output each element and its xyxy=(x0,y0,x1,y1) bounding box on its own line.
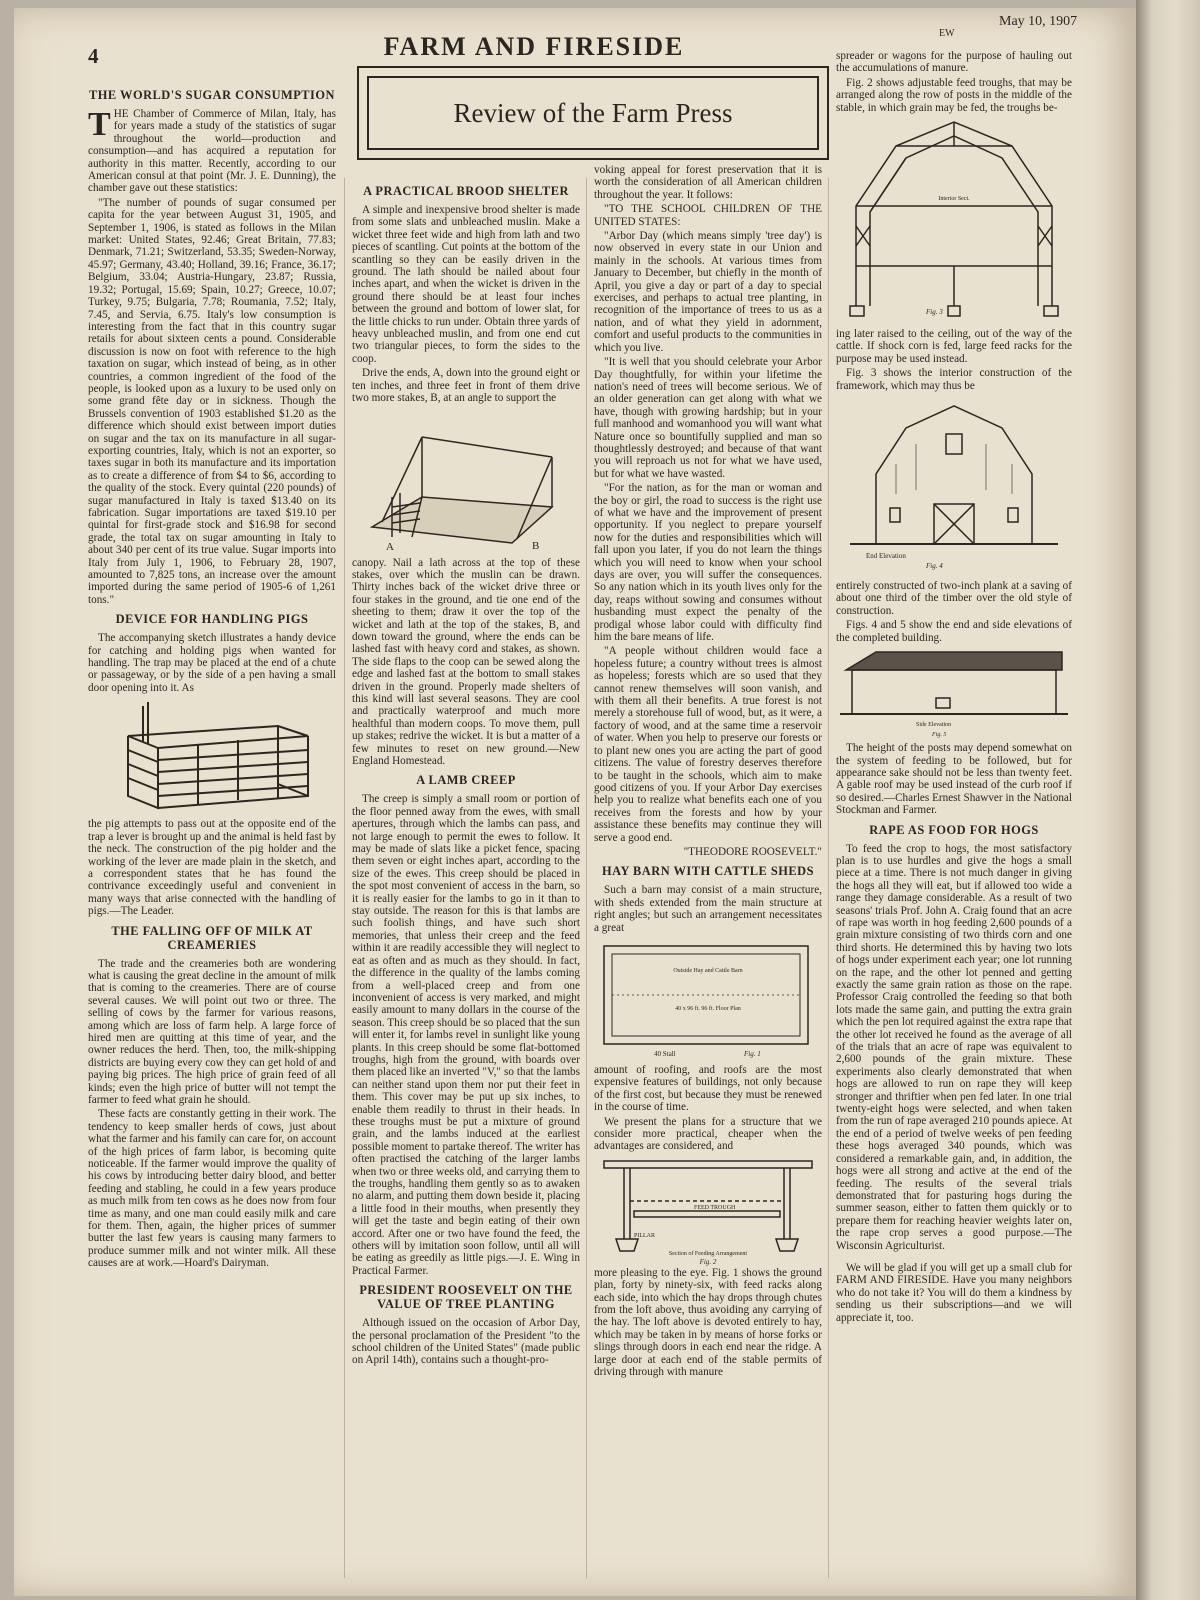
roosevelt-paragraph: "It is well that you should celebrate your Arbor Day thoughtfully, for within your lifetime the nation's need of trees will become serious. We of an older generation can get along with what we have, though with growing hardship; but in your full manhood and womanhood you will want what Nature once so bountifully supplied and man so thoughtlessly destroyed; and because of that want you will reproach us not for what we have used, but for what we have wasted. xyxy=(594,356,822,480)
article-title-roosevelt: PRESIDENT ROOSEVELT ON THE VALUE OF TREE PLANTING xyxy=(359,1283,573,1312)
column-1 xyxy=(88,82,336,1588)
pigs-paragraph: the pig attempts to pass out at the opposite end of the trap a lever is brought up and the animal is held fast by the neck. The construction of the pig holder and the working of the lever are made plain in the sketch, and a correspondent states that he has found the contrivance exceedingly useful and convenient in many ways that arise connected with the handling of pigs.—The Leader. xyxy=(88,818,336,918)
fig4-end-elevation xyxy=(836,394,1072,580)
haybarn-paragraph: We present the plans for a structure that we consider more practical, cheaper when the advantages are considered, and xyxy=(594,1115,822,1153)
fig1-caption: Fig. 1 xyxy=(744,1049,761,1058)
sugar-paragraph: "The number of pounds of sugar consumed per capita for the year between August 31, 1905, and September 1, 1906, is stated as follows in the Milan market: United States, 92.46; Great Britain, 77.83; Denmark, 71.21; Switzerland, 53.35; Sweden-Norway, 45.97; Germany, 43.40; Holland, 39.16; France, 36.17; Belgium, 33.04; Austria-Hungary, 23.87; Russia, 19.32; Portugal, 15.69; Spain, 10.27; Greece, 10.07; Turkey, 9.75; Bulgaria, 7.78; Roumania, 7.52; Italy, 7.45, and Servia, 6.75. Italy's low consumption is interesting from the fact that in this country sugar retails for about sixteen cents a pound. Considerable discussion is now on foot with reference to the high taxation on sugar, which instead of being, as in other countries, a common ingredient of the food of the people, is looked upon as a luxury to be used only on some grand fête day or in sickness. Though the Brussels convention of 1903 established $1.20 as the difference which should exist between import duties on sugar and the tax on its manufacture in all sugar-exporting countries, Italy, which is not an exporter, so taxes sugar in both its manufacture and its importation as to create a difference of from $4 to $6, according to the quality of the stock. Every quintal (220 pounds) of sugar manufactured in Italy is taxed $13.40 on its fabrication. Sugar importations are taxed $19.10 per quintal for first-grade stock and $16.98 for second grade, the total tax on sugar amounting in Italy to about 340 per cent of its true value. Sugar imports into Italy from July 1, 1906, to February 28, 1907, amounted to 7,825 tons, an increase over the amount imported during the same period of 1905-6 of 1,261 tons." xyxy=(88,196,336,606)
fig2-feeding-section xyxy=(594,1155,822,1267)
corner-initials: EW xyxy=(939,28,955,39)
article-title-sugar: THE WORLD'S SUGAR CONSUMPTION xyxy=(89,88,335,102)
roosevelt-paragraph: "Arbor Day (which means simply 'tree day') is now observed in every state in our Union and mainly in the schools. At various times from January to December, but chiefly in the month of April, you give a day or part of a day to special exercises, and perhaps to actual tree planting, in recognition of the importance of trees to us as a nation, and of what they yield in adornment, comfort and useful products to the communities in which you live. xyxy=(594,230,822,354)
fig1-text: Outside Hay and Cattle Barn xyxy=(673,967,743,974)
fig5-label: Side Elevation xyxy=(916,722,952,729)
adjacent-page-edge xyxy=(1136,0,1200,1600)
sugar-paragraph: HE Chamber of Commerce of Milan, Italy, has for years made a study of the statistics of sugar throughout the world—production and consumption—and has acquired a reputation for authority in this matter. Recently, according to our American consul at that point (Mr. J. E. Dunning), the chamber gave out these statistics: xyxy=(88,108,336,195)
newspaper-page xyxy=(14,8,1136,1596)
fig1-text: 40 x 96 ft. 96 ft. Floor Plan xyxy=(675,1005,741,1012)
fig1-floor-plan xyxy=(594,936,822,1064)
brood-paragraph: canopy. Nail a lath across at the top of these stakes, over which the muslin can be drawn. Thirty inches back of the wicket drive three or four stakes in the ground, and tie one end of the sheeting to them; draw it over the top of the wicket and lath at the top of the stakes, B, and down toward the ground, where the ends can be lashed fast with heavy cord and stakes, as shown. The side flaps to the coop can be sewed along the edge and lashed fast at the bottom to small stakes driven in the ground. Properly made shelters of this kind will last several seasons. They are cool and practically waterproof and much more healthful than modern coops. To move them, pull up stakes; redrive the wicket. It is but a matter of a few minutes to reset on new ground.—New England Homestead. xyxy=(352,556,580,767)
brood-paragraph: A simple and inexpensive brood shelter is made from some slats and unbleached muslin. Make a wicket three feet wide and high from lath and two pieces of scantling. Cut points at the bottom of the scantling so they can be easily driven in the ground. The lath should be nailed about four inches apart, and when the wicket is driven in the ground there should be at least four inches between the ground and bottom of lower slat, for the little chicks to run under. Obtain three yards of heavy unbleached muslin, and from one end cut two triangular pieces, to form the sides to the coop. xyxy=(352,204,580,365)
article-title-lamb: A LAMB CREEP xyxy=(416,773,516,788)
fig4-label: End Elevation xyxy=(866,552,906,561)
fig2-caption: Fig. 2 xyxy=(699,1257,717,1266)
haybarn-paragraph: Fig. 3 shows the interior construction of the framework, which may thus be xyxy=(836,367,1072,392)
haybarn-paragraph: amount of roofing, and roofs are the most expensive features of buildings, not only because of the first cost, but because they must be renewed in the course of time. xyxy=(594,1063,822,1114)
haybarn-paragraph: Figs. 4 and 5 show the end and side elevations of the completed building. xyxy=(836,619,1072,644)
column-rule xyxy=(828,178,829,1578)
lamb-paragraph: The creep is simply a small room or portion of the floor penned away from the ewes, with small apertures, through which the lambs can pass, and not large enough to permit the ewes to follow. It may be made of slats like a picket fence, spacing them seven or eight inches apart, according to the size of the ewes. This creep should be placed in the spot most convenient of access in the barn, so it is really easier for the lambs to go in it than to stay outside. The reason for this is that lambs are such foolish things, and have such short memories, that unless their creep and the feed within it are readily accessible they will neglect to eat as often and as much as they should. In fact, the difference in the quality of the lambs coming from a well-placed creep and from one inconvenient of access is very marked, and might easily amount to many dollars in the course of the season. This creep should be so placed that the sun will enter it, for lambs revel in sunlight like young plants. In this creep should be some flat-bottomed troughs, high from the ground, with boards over them placed like an inverted "V," so that the lambs can neither stand upon them nor put their feet in them. This cover may be put up six inches, to enable them readily to thrust in their heads. In these troughs must be put a mixture of ground grain, and the lambs induced at the earliest possible moment to partake thereof. The writer has often practised the catching of the larger lambs when two or three weeks old, and carrying them to the troughs, handling them gently so as to awaken no alarm, and putting them down beside it, placing a little food in their mouths, when presently they will get the taste and begin eating of their own accord. After one or two have found the feed, the others will by imitation soon follow, until all will be eating as greedily as little pigs.—J. E. Wing in Practical Farmer. xyxy=(352,793,580,1277)
section-title: Review of the Farm Press xyxy=(367,76,819,150)
article-title-milk: THE FALLING OFF OF MILK AT CREAMERIES xyxy=(111,923,313,952)
milk-paragraph: The trade and the creameries both are wondering what is causing the great decline in the amount of milk that is coming to the creameries. There are of course several causes. We will point out two or three. The selling of cows by the farmer for various reasons, among which are loss of farm help. A large force of hired men are quitting at this time of year, and the owner reduces the herd. Then, too, the milk-shipping districts are buying every cow they can get hold of and paying big prices. The high price of grain feed of all kinds; even the high price of butter will not tempt the farmer to feed what grain he should. xyxy=(88,957,336,1106)
haybarn-paragraph: The height of the posts may depend somewhat on the system of feeding to be followed, but for appearance sake should not be less than twenty feet. A gable roof may be used instead of the curb roof if so desired.—Charles Ernest Shawver in the National Stockman and Farmer. xyxy=(836,742,1072,817)
column-4 xyxy=(836,50,1072,1588)
fig-label-b: B xyxy=(532,539,540,552)
fig3-caption: Fig. 3 xyxy=(926,308,943,317)
fig2-label: FEED TROUGH xyxy=(694,1204,736,1211)
haybarn-paragraph: Such a barn may consist of a main structure, with sheds extended from the main structure at right angles; but such an arrangement necessitates a great xyxy=(594,884,822,934)
brood-shelter-illustration xyxy=(352,407,580,557)
column-2 xyxy=(352,178,580,1588)
fig5-caption: Fig. 5 xyxy=(932,732,947,739)
roosevelt-salutation: "TO THE SCHOOL CHILDREN OF THE UNITED STATES: xyxy=(594,203,822,228)
haybarn-paragraph: ing later raised to the ceiling, out of the way of the cattle. If shock corn is fed, large feed racks for the purpose may be used instead. xyxy=(836,328,1072,365)
fig2-label: PILLAR xyxy=(634,1232,655,1239)
article-title-pigs: DEVICE FOR HANDLING PIGS xyxy=(115,612,309,627)
drop-cap: T xyxy=(88,106,111,143)
haybarn-paragraph: more pleasing to the eye. Fig. 1 shows the ground plan, forty by ninety-six, with feed racks along each side, into which the hay drops through chutes from the loft above, thus avoiding any carrying of the hay. The loft above is devoted entirely to hay, which may be taken in by means of horse forks or slings through doors in each end near the ridge. A large door at each end of the stable permits of driving through with manure xyxy=(594,1266,822,1379)
pigs-paragraph: The accompanying sketch illustrates a handy device for catching and holding pigs when wanted for handling. The trap may be placed at the end of a chute or passageway, or by the side of a pen having a small door opening into it. As xyxy=(88,632,336,694)
haybarn-paragraph: entirely constructed of two-inch plank at a saving of about one third of the timber over the old style of construction. xyxy=(836,580,1072,617)
fig4-caption: Fig. 4 xyxy=(926,562,943,571)
column-rule xyxy=(586,178,587,1578)
haybarn-paragraph: Fig. 2 shows adjustable feed troughs, that may be arranged along the row of posts in the middle of the stable, in which grain may be fed, the troughs be- xyxy=(836,76,1072,114)
pig-trap-illustration xyxy=(88,696,336,818)
fig2-caption: Section of Feeding Arrangement xyxy=(668,1250,748,1257)
fig3-interior-frame xyxy=(836,116,1072,328)
section-title-box xyxy=(357,66,829,160)
issue-date: May 10, 1907 xyxy=(999,14,1078,29)
milk-paragraph: These facts are constantly getting in their work. The tendency to keep smaller herds of cows, just about what the farmer and his family can care for, on account of the high prices of farm labor, is becoming quite noticeable. If the farmer would improve the quality of his cows by introducing better dairy blood, and better feeding and stabling, he could in a few years produce as much milk from ten cows as he does now from four time as many, and one man could easily milk and care for them. Then, again, the higher prices of summer butter the last few years is causing many farmers to produce summer milk and not winter milk. All these causes are at work.—Hoard's Dairyman. xyxy=(88,1108,336,1270)
fig5-side-elevation xyxy=(836,646,1072,742)
roosevelt-signature: "THEODORE ROOSEVELT." xyxy=(683,845,822,858)
fig1-scale: 40 Stall xyxy=(654,1049,676,1058)
haybarn-paragraph: spreader or wagons for the purpose of hauling out the accumulations of manure. xyxy=(836,50,1072,75)
article-title-brood: A PRACTICAL BROOD SHELTER xyxy=(363,184,569,198)
roosevelt-paragraph: "For the nation, as for the man or woman and the boy or girl, the road to success is the right use of what we have and the improvement of present opportunity. If you neglect to prepare yourself now for the duties and responsibilities which will fall upon you later, if you do not learn the things which you will need to know when your school days are over, you will suffer the consequences. So any nation which in its youth lives only for the day, reaps without sowing and consumes without husbanding must expect the penalty of the prodigal whose labor could with difficulty find him the bare means of life. xyxy=(594,482,822,644)
fig3-label: Interior Sect. xyxy=(938,196,970,203)
roosevelt-paragraph: Although issued on the occasion of Arbor Day, the personal proclamation of the President "to the school children of the United States" (made public on April 14th), contains such a thought-pro- xyxy=(352,1317,580,1367)
fig-label-a: A xyxy=(386,540,394,553)
masthead: FARM AND FIRESIDE xyxy=(383,32,685,61)
roosevelt-paragraph: voking appeal for forest preservation that it is worth the consideration of all American children throughout the year. It follows: xyxy=(594,164,822,201)
club-notice: We will be glad if you will get up a small club for FARM AND FIRESIDE. Have you many neighbors who do not take it? You will do them a kindness by sending us their subscriptions—and we will appreciate it, too. xyxy=(836,1261,1072,1324)
column-rule xyxy=(344,178,345,1578)
rape-paragraph: To feed the crop to hogs, the most satisfactory plan is to use hurdles and give the hogs a small piece at a time. There is not much danger in giving the hogs all they will eat, but if allowed too wide a range they damage considerable. As a result of two seasons' trials Prof. John A. Craig found that an acre of rape was worth in hog feeding 2,600 pounds of a grain mixture consisting of two thirds corn and one third shorts. He determined this by having two lots of hogs under experiment each year; one lot running on the rape, and the other lot penned and getting exactly the same grain ration as those on the rape. Professor Craig controlled the feeding so that both lots made the same gain, and putting the extra grain which the pen lot required against the extra rape that the other lot received he found as the average of all of the trials that an acre of rape was equivalent to 2,600 pounds of the grain mixture. These experiments also clearly demonstrated that when hogs are allowed to run on rape they will keep stronger and thriftier when pen fed later. In one trial twenty-eight hogs were selected, and when taken from the run of rape averaged 210 pounds apiece. At the end of a period of twelve weeks of pen feeding these hogs averaged 340 pounds, which was considered a remarkable gain, and, in addition, the hogs were all strong and active at the end of the feeding. The results of the several trials demonstrated that for pasturing hogs during the summer season, either to fatten them quickly or to prepare them for reaching heavier weights later on, the rape crop serves a good purpose.—The Wisconsin Agriculturist. xyxy=(836,842,1072,1252)
article-title-haybarn: HAY BARN WITH CATTLE SHEDS xyxy=(602,864,814,879)
roosevelt-paragraph: "A people without children would face a hopeless future; a country without trees is almost as hopeless; forests which are so used that they cannot renew themselves will soon vanish, and with them all their benefits. A true forest is not merely a storehouse full of wood, but, as it were, a factory of wood, and at the same time a reservoir of water. When you help to preserve our forests or to plant new ones you are acting the part of good citizens. The value of forestry deserves therefore to be taught in the schools, which aim to make good citizens of you. If your Arbor Day exercises help you to realize what benefits each one of you receives from the forests and how by your assistance these benefits may continue they will serve a good end. xyxy=(594,645,822,844)
column-3 xyxy=(594,164,822,1588)
page-number: 4 xyxy=(88,44,99,68)
brood-paragraph: Drive the ends, A, down into the ground eight or ten inches, and three feet in front of them drive two more stakes, B, at an angle to support the xyxy=(352,367,580,405)
article-title-rape: RAPE AS FOOD FOR HOGS xyxy=(869,822,1039,837)
